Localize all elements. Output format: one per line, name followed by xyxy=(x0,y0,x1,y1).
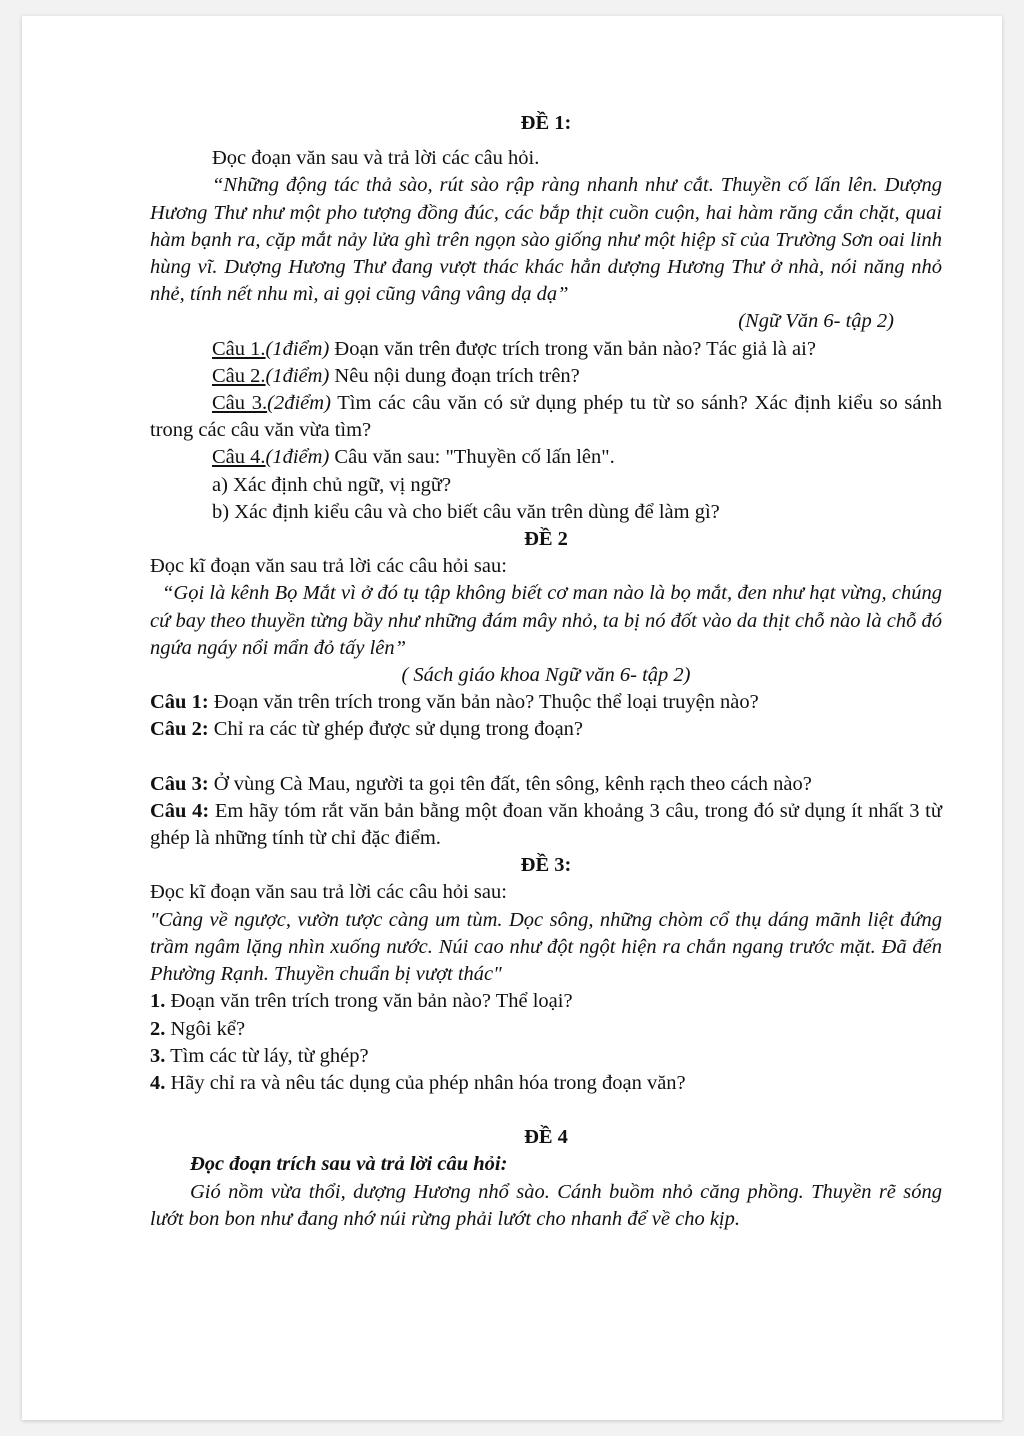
question-3 xyxy=(150,390,942,444)
question-1 xyxy=(150,336,942,363)
question-text: Câu văn sau: "Thuyền cố lấn lên". xyxy=(329,446,615,469)
source-citation: (Ngữ Văn 6- tập 2) xyxy=(738,310,894,333)
question-text: Chỉ ra các từ ghép được sử dụng trong đoạn? xyxy=(208,718,584,741)
question-2 xyxy=(150,1016,942,1043)
question-text: Tìm các từ láy, từ ghép? xyxy=(165,1044,369,1067)
section-title: ĐỀ 3: xyxy=(520,854,572,877)
question-2 xyxy=(150,363,942,390)
exam-section-1 xyxy=(150,110,942,526)
question-text: Nêu nội dung đoạn trích trên? xyxy=(329,364,580,387)
question-points: (1điểm) xyxy=(265,364,330,387)
question-number: 1. xyxy=(150,990,166,1013)
sub-question-b: b) Xác định kiểu câu và cho biết câu văn trên dùng để làm gì? xyxy=(212,500,720,523)
section-title: ĐỀ 2 xyxy=(524,528,568,551)
question-points: (1điểm) xyxy=(265,337,330,360)
question-number: 3. xyxy=(150,1044,166,1067)
question-points: (2điểm) xyxy=(267,392,331,415)
question-points: (1điểm) xyxy=(265,446,330,469)
exam-section-2 xyxy=(150,526,942,852)
question-text: Đoạn văn trên được trích trong văn bản nào? Tác giả là ai? xyxy=(329,337,816,360)
passage: “Những động tác thả sào, rút sào rập ràng nhanh như cắt. Thuyền cố lấn lên. Dượng Hương Thư như một pho tượng đồng đúc, các bắp thịt cuồn cuộn, hai hàm răng cắn chặt, quai hàm bạnh ra, cặp mắt nảy lửa ghì trên ngọn sào giống như một hiệp sĩ của Trường Sơn oai linh hùng vĩ. Dượng Hương Thư đang vượt thác khác hẳn dượng Hương Thư ở nhà, nói năng nhỏ nhẻ, tính nết nhu mì, ai gọi cũng vâng vâng dạ dạ” xyxy=(150,174,942,306)
question-label: Câu 1: xyxy=(150,691,209,714)
instruction: Đọc kĩ đoạn văn sau trả lời các câu hỏi sau: xyxy=(150,555,507,578)
question-1 xyxy=(150,988,942,1015)
question-label: Câu 4. xyxy=(212,446,266,469)
passage: "Càng về ngược, vườn tược càng um tùm. Dọc sông, những chòm cổ thụ dáng mãnh liệt đứng trầm ngâm lặng nhìn xuống nước. Núi cao như đột ngột hiện ra chắn ngang trước mặt. Đã đến Phường Rạnh. Thuyền chuẩn bị vượt thác" xyxy=(150,908,942,986)
passage: “Gọi là kênh Bọ Mắt vì ở đó tụ tập không biết cơ man nào là bọ mắt, đen như hạt vừng, chúng cứ bay theo thuyền từng bầy như những đám mây nhỏ, ta bị nó đốt vào da thịt chỗ nào là chỗ đó ngứa ngáy nổi mẩn đỏ tấy lên” xyxy=(150,582,942,659)
question-1 xyxy=(150,689,942,716)
instruction: Đọc kĩ đoạn văn sau trả lời các câu hỏi sau: xyxy=(150,881,507,904)
instruction: Đọc đoạn văn sau và trả lời các câu hỏi. xyxy=(212,147,540,170)
exam-section-4 xyxy=(150,1097,942,1233)
question-3 xyxy=(150,1043,942,1070)
exam-section-3 xyxy=(150,852,942,1097)
question-text: Hãy chỉ ra và nêu tác dụng của phép nhân hóa trong đoạn văn? xyxy=(165,1071,686,1094)
instruction: Đọc đoạn trích sau và trả lời câu hỏi: xyxy=(190,1153,508,1176)
question-label: Câu 2: xyxy=(150,718,209,741)
section-title: ĐỀ 1: xyxy=(520,112,572,134)
question-3 xyxy=(150,771,942,798)
question-label: Câu 4: xyxy=(150,799,210,822)
question-label: Câu 3: xyxy=(150,772,209,795)
question-text: Em hãy tóm rắt văn bản bằng một đoan văn khoảng 3 câu, trong đó sử dụng ít nhất 3 từ ghép là những tính từ chỉ đặc điểm. xyxy=(150,799,942,850)
question-text: Tìm các câu văn có sử dụng phép tu từ so sánh? Xác định kiểu so sánh trong các câu văn vừa tìm? xyxy=(150,392,943,442)
document-page xyxy=(22,16,1002,1420)
question-label: Câu 1. xyxy=(212,337,266,360)
question-4 xyxy=(150,1070,942,1097)
question-label: Câu 3. xyxy=(212,392,268,415)
question-number: 2. xyxy=(150,1017,166,1040)
question-number: 4. xyxy=(150,1071,166,1094)
question-label: Câu 2. xyxy=(212,364,266,387)
question-text: Ngôi kể? xyxy=(165,1017,246,1040)
question-text: Đoạn văn trên trích trong văn bản nào? Thể loại? xyxy=(165,990,573,1013)
passage: Gió nồm vừa thổi, dượng Hương nhổ sào. Cánh buồm nhỏ căng phồng. Thuyền rẽ sóng lướt bon bon như đang nhớ núi rừng phải lướt cho nhanh để về cho kịp. xyxy=(150,1180,942,1230)
source-citation: ( Sách giáo khoa Ngữ văn 6- tập 2) xyxy=(401,664,691,687)
question-text: Ở vùng Cà Mau, người ta gọi tên đất, tên sông, kênh rạch theo cách nào? xyxy=(208,772,812,795)
blank-line xyxy=(150,744,942,771)
question-4 xyxy=(150,798,942,852)
document-content xyxy=(150,110,942,1233)
question-4 xyxy=(150,444,942,471)
blank-line xyxy=(150,1097,942,1124)
sub-question-a: a) Xác định chủ ngữ, vị ngữ? xyxy=(212,473,452,496)
question-2 xyxy=(150,716,942,743)
section-title: ĐỀ 4 xyxy=(524,1126,568,1149)
question-text: Đoạn văn trên trích trong văn bản nào? Thuộc thể loại truyện nào? xyxy=(208,691,759,714)
